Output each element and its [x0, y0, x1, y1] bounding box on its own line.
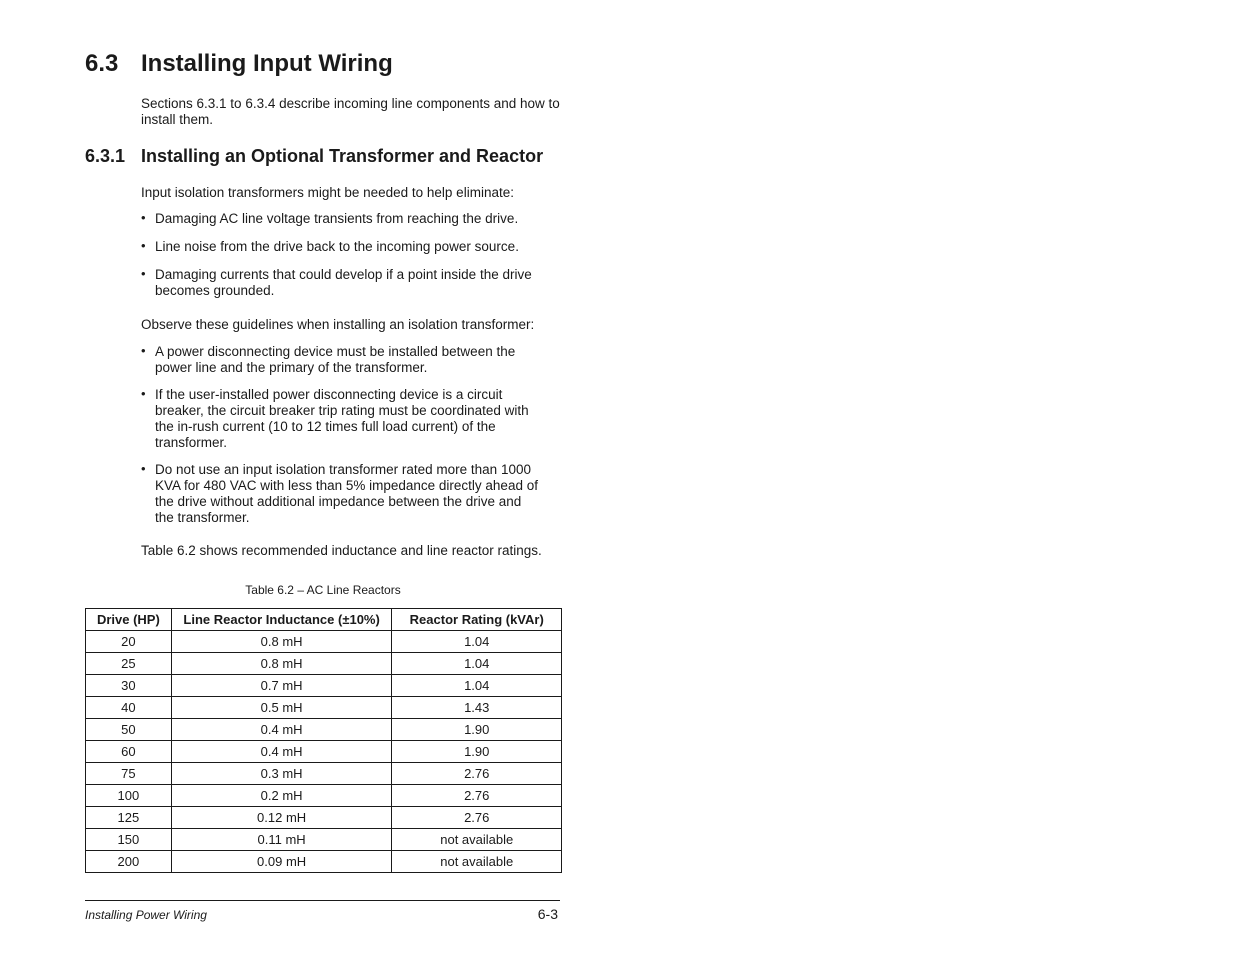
drive-hp-cell: 20: [86, 631, 172, 653]
page-number: 6-3: [537, 906, 558, 922]
table-row: [86, 631, 562, 653]
table-row: [86, 697, 562, 719]
page-title-text: Installing Input Wiring: [141, 50, 393, 77]
inductance-cell: 0.8 mH: [171, 631, 392, 653]
footer-divider: [85, 900, 560, 901]
list-item: • Damaging currents that could develop if a point inside the drive becomes grounded.: [141, 266, 532, 298]
rating-cell: 1.90: [392, 741, 562, 763]
rating-cell: not available: [392, 829, 562, 851]
table-row: [86, 829, 562, 851]
page-title: [85, 49, 393, 79]
guidelines-paragraph: Observe these guidelines when installing an isolation transformer:: [141, 317, 535, 332]
list-item: • If the user-installed power disconnecting device is a circuit breaker, the circuit breaker trip rating must be coordinated with the in-rush current (10 to 12 times full load current) of the transformer.: [141, 386, 529, 450]
inductance-cell: 0.4 mH: [171, 719, 392, 741]
inductance-cell: 0.5 mH: [171, 697, 392, 719]
section-title: [85, 144, 543, 168]
list-item: • Do not use an input isolation transformer rated more than 1000 KVA for 480 VAC with less than 5% impedance directly ahead of the drive without additional impedance between the drive and the transformer.: [141, 461, 538, 525]
table-header-row: [86, 609, 562, 631]
drive-hp-cell: 150: [86, 829, 172, 851]
table-row: [86, 719, 562, 741]
drive-hp-cell: 100: [86, 785, 172, 807]
inductance-cell: 0.7 mH: [171, 675, 392, 697]
rating-cell: not available: [392, 851, 562, 873]
section-title-text: Installing an Optional Transformer and Reactor: [141, 146, 544, 166]
rating-cell: 2.76: [392, 763, 562, 785]
ac-line-reactors-table: [85, 608, 562, 873]
rating-cell: 1.04: [392, 653, 562, 675]
table-row: [86, 741, 562, 763]
drive-hp-cell: 30: [86, 675, 172, 697]
bullet-icon: •: [141, 461, 146, 476]
table-row: [86, 785, 562, 807]
rating-cell: 2.76: [392, 785, 562, 807]
column-header-drive: Drive (HP): [86, 609, 172, 631]
rating-cell: 1.04: [392, 631, 562, 653]
section-title-number: 6.3.1: [85, 146, 126, 166]
table-reference-paragraph: Table 6.2 shows recommended inductance and line reactor ratings.: [141, 543, 542, 558]
inductance-cell: 0.11 mH: [171, 829, 392, 851]
drive-hp-cell: 60: [86, 741, 172, 763]
drive-hp-cell: 50: [86, 719, 172, 741]
rating-cell: 1.04: [392, 675, 562, 697]
rating-cell: 2.76: [392, 807, 562, 829]
inductance-cell: 0.09 mH: [171, 851, 392, 873]
drive-hp-cell: 75: [86, 763, 172, 785]
bullet-icon: •: [141, 238, 146, 253]
page-title-number: 6.3: [85, 50, 119, 77]
list-item: • Damaging AC line voltage transients from reaching the drive.: [141, 210, 519, 226]
list-item: • A power disconnecting device must be installed between the power line and the primary of the transformer.: [141, 343, 516, 375]
bullet-icon: •: [141, 386, 146, 401]
column-header-inductance: Line Reactor Inductance (±10%): [171, 609, 392, 631]
rating-cell: 1.90: [392, 719, 562, 741]
column-header-rating: Reactor Rating (kVAr): [392, 609, 562, 631]
inductance-cell: 0.3 mH: [171, 763, 392, 785]
table-caption: Table 6.2 – AC Line Reactors: [245, 583, 401, 597]
drive-hp-cell: 40: [86, 697, 172, 719]
table-row: [86, 653, 562, 675]
drive-hp-cell: 125: [86, 807, 172, 829]
bullet-icon: •: [141, 210, 146, 225]
table-row: [86, 851, 562, 873]
bullet-icon: •: [141, 266, 146, 281]
inductance-cell: 0.12 mH: [171, 807, 392, 829]
drive-hp-cell: 200: [86, 851, 172, 873]
intro-paragraph: Sections 6.3.1 to 6.3.4 describe incoming line components and how to install them.: [141, 96, 560, 127]
inductance-cell: 0.2 mH: [171, 785, 392, 807]
drive-hp-cell: 25: [86, 653, 172, 675]
inductance-cell: 0.4 mH: [171, 741, 392, 763]
inductance-cell: 0.8 mH: [171, 653, 392, 675]
list-item: • Line noise from the drive back to the incoming power source.: [141, 238, 519, 254]
table-row: [86, 763, 562, 785]
rating-cell: 1.43: [392, 697, 562, 719]
footer-chapter-title: Installing Power Wiring: [85, 908, 207, 922]
table-row: [86, 807, 562, 829]
transformer-intro-paragraph: Input isolation transformers might be needed to help eliminate:: [141, 185, 514, 200]
bullet-icon: •: [141, 343, 146, 358]
table-row: [86, 675, 562, 697]
